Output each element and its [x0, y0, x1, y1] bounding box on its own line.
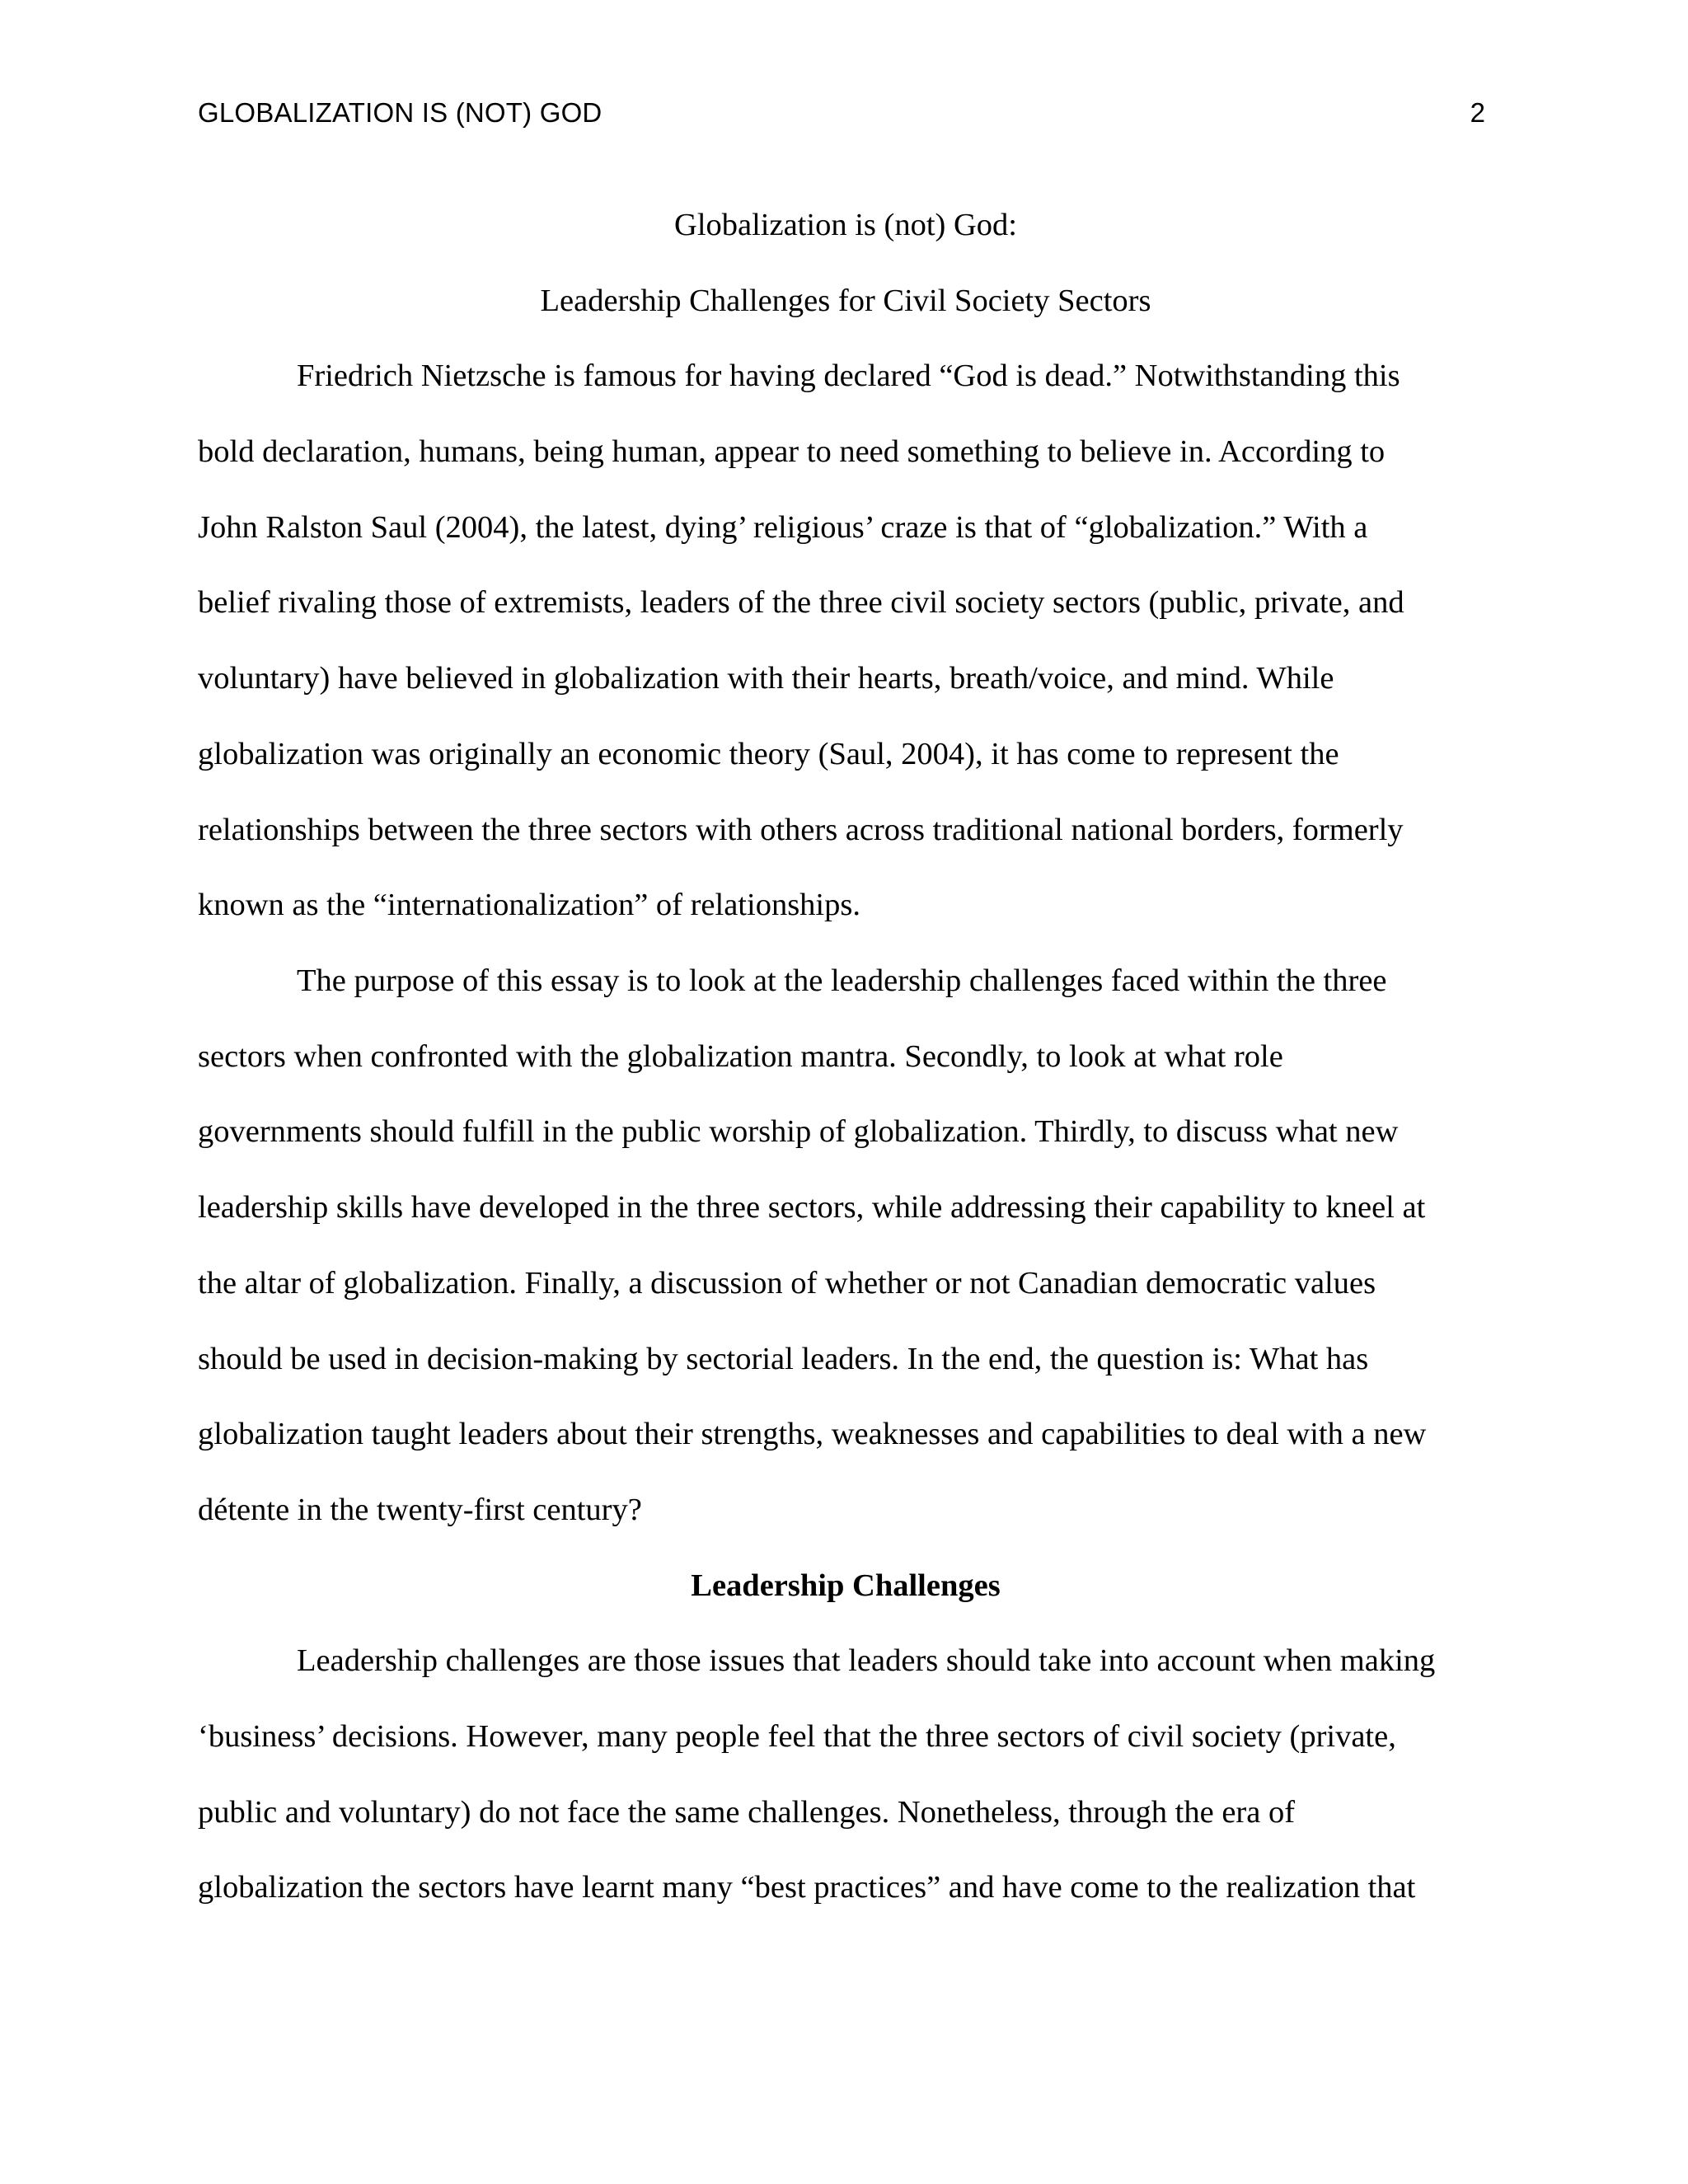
paragraph-line: Leadership challenges are those issues that leaders should take into account when making	[297, 1643, 1436, 1679]
paragraph-line: bold declaration, humans, being human, appear to need something to believe in. According to	[198, 434, 1386, 470]
document-body	[198, 188, 1493, 1926]
title-line-2: Leadership Challenges for Civil Society Sectors	[540, 283, 1151, 318]
paragraph-line: Friedrich Nietzsche is famous for having declared “God is dead.” Notwithstanding this	[297, 359, 1400, 394]
paragraph-3	[198, 1624, 1493, 1926]
paragraph-line: governments should fulfill in the public worship of globalization. Thirdly, to discuss what new	[198, 1114, 1399, 1150]
paragraph-line: should be used in decision-making by sectorial leaders. In the end, the question is: What has	[198, 1341, 1369, 1376]
paragraph-line: belief rivaling those of extremists, leaders of the three civil society sectors (public, private, and	[198, 585, 1404, 621]
paragraph-line: ‘business’ decisions. However, many people feel that the three sectors of civil society (private,	[198, 1719, 1396, 1755]
paragraph-line: The purpose of this essay is to look at the leadership challenges faced within the three	[297, 963, 1387, 998]
title-line-1: Globalization is (not) God:	[674, 208, 1017, 242]
paragraph-line: voluntary) have believed in globalization with their hearts, breath/voice, and mind. While	[198, 661, 1334, 696]
section-heading: Leadership Challenges	[691, 1568, 1001, 1603]
paragraph-line: détente in the twenty-first century?	[198, 1492, 642, 1527]
paragraph-line: John Ralston Saul (2004), the latest, dying’ religious’ craze is that of “globalization.” With a	[198, 509, 1368, 545]
paragraph-line: leadership skills have developed in the three sectors, while addressing their capability to kneel at	[198, 1190, 1426, 1226]
paragraph-2	[198, 944, 1493, 1549]
paragraph-line: public and voluntary) do not face the same challenges. Nonetheless, through the era of	[198, 1794, 1296, 1830]
paragraph-line: globalization taught leaders about their strengths, weaknesses and capabilities to deal with a new	[198, 1417, 1427, 1452]
paragraph-line: the altar of globalization. Finally, a discussion of whether or not Canadian democratic values	[198, 1265, 1376, 1301]
paragraph-line: globalization the sectors have learnt many “best practices” and have come to the realization that	[198, 1870, 1416, 1905]
paragraph-1	[198, 339, 1493, 944]
page-number: 2	[1470, 97, 1485, 128]
paragraph-line: globalization was originally an economic theory (Saul, 2004), it has come to represent the	[198, 736, 1339, 771]
running-head: GLOBALIZATION IS (NOT) GOD	[198, 97, 603, 128]
paragraph-line: sectors when confronted with the globalization mantra. Secondly, to look at what role	[198, 1038, 1283, 1074]
paragraph-line: relationships between the three sectors with others across traditional national borders, formerly	[198, 812, 1404, 847]
paragraph-line: known as the “internationalization” of relationships.	[198, 888, 860, 923]
